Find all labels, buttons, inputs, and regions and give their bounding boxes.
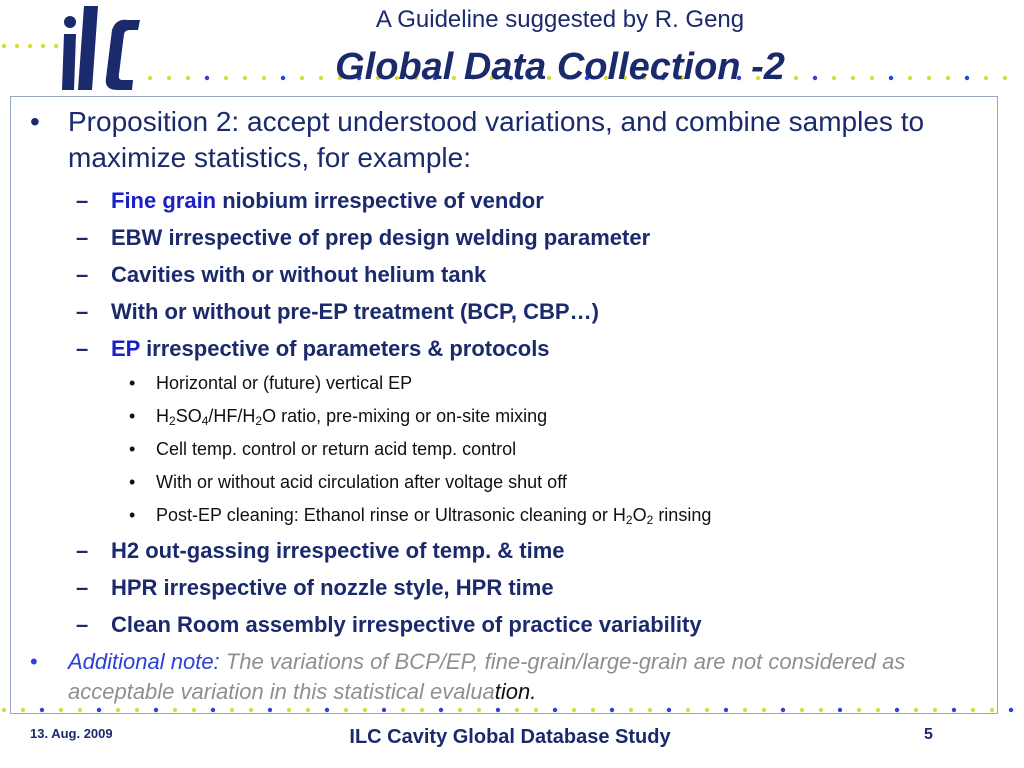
- decor-dot: [2, 44, 6, 48]
- sub-bullet-hpr: [30, 569, 990, 606]
- dash-marker: –: [76, 538, 89, 563]
- footer-title: ILC Cavity Global Database Study: [349, 726, 671, 748]
- sub-bullet-clean-room: [30, 606, 990, 643]
- slide-content: [30, 104, 990, 707]
- header-subtitle: A Guideline suggested by R. Geng: [375, 6, 745, 33]
- sub-bullet-text: EBW irrespective of prep design welding parameter: [111, 225, 651, 250]
- note-tail: tion.: [494, 679, 537, 704]
- bullet-dot: •: [129, 505, 136, 525]
- ilc-logo-icon: [58, 2, 144, 94]
- dash-marker: –: [76, 336, 89, 361]
- note-label: Additional note:: [68, 649, 220, 674]
- dash-marker: –: [76, 612, 89, 637]
- ep-item-acid-ratio: [30, 400, 990, 433]
- highlight-ep: EP: [111, 336, 140, 361]
- main-bullet-text: Proposition 2: accept understood variations, and combine samples to maximize statistics, for example:: [68, 106, 925, 173]
- highlight-fine-grain: Fine grain: [111, 188, 217, 213]
- sub-bullet-text: HPR irrespective of nozzle style, HPR time: [111, 575, 554, 600]
- page-title: Global Data Collection -2: [335, 46, 785, 88]
- decor-dot: [1003, 76, 1007, 80]
- dash-marker: –: [76, 262, 89, 287]
- decor-dot: [984, 76, 988, 80]
- ep-item-horizontal: [30, 367, 990, 400]
- sub-bullet-pre-ep: [30, 293, 990, 330]
- dash-marker: –: [76, 225, 89, 250]
- bullet-dot: •: [129, 439, 136, 459]
- ep-item-text: Cell temp. control or return acid temp. control: [156, 439, 517, 459]
- dash-marker: –: [76, 299, 89, 324]
- page-number: 5: [924, 726, 933, 743]
- main-bullet: [30, 104, 990, 176]
- additional-note: [30, 647, 990, 707]
- decor-dot: [41, 44, 45, 48]
- ep-item-temp-control: [30, 433, 990, 466]
- decor-dot: [148, 76, 152, 80]
- sub-bullet-text: H2 out-gassing irrespective of temp. & time: [111, 538, 565, 563]
- bullet-dot: •: [129, 406, 136, 426]
- decor-dot: [965, 76, 969, 80]
- sub-bullet-h2-outgassing: [30, 532, 990, 569]
- sub-bullet-text: irrespective of parameters & protocols: [139, 336, 550, 361]
- decor-dot: [186, 76, 190, 80]
- decor-dot: [167, 76, 171, 80]
- sub-bullet-fine-grain: [30, 182, 990, 219]
- ep-item-post-ep-cleaning: [30, 499, 990, 532]
- sub-bullet-ebw: [30, 219, 990, 256]
- decor-dot: [28, 44, 32, 48]
- sub-bullet-text: niobium irrespective of vendor: [216, 188, 544, 213]
- sub-bullet-helium-tank: [30, 256, 990, 293]
- dash-marker: –: [76, 188, 89, 213]
- decor-dot: [946, 76, 950, 80]
- decor-dot: [927, 76, 931, 80]
- ep-item-text: With or without acid circulation after voltage shut off: [156, 472, 567, 492]
- note-text: The variations of BCP/EP, fine-grain/large-grain are not considered as acceptable variation in this statistical evalua: [68, 649, 906, 704]
- footer-date: 13. Aug. 2009: [30, 726, 113, 741]
- note-bullet-dot: •: [30, 649, 38, 674]
- ep-item-text: $H_2SO_4/HF/H_2O$ ratio, pre-mixing or on-site mixing: [156, 406, 548, 428]
- ep-item-text: Post-EP cleaning: Ethanol rinse or Ultrasonic cleaning or $H_2O_2$ rinsing: [156, 505, 712, 527]
- decor-dot: [15, 44, 19, 48]
- sub-bullet-text: Clean Room assembly irrespective of practice variability: [111, 612, 702, 637]
- bullet-dot: •: [129, 472, 136, 492]
- sub-bullet-ep: [30, 330, 990, 367]
- dash-marker: –: [76, 575, 89, 600]
- ep-item-text: Horizontal or (future) vertical EP: [156, 373, 413, 393]
- sub-bullet-text: With or without pre-EP treatment (BCP, CBP…): [111, 299, 599, 324]
- ep-item-acid-circulation: [30, 466, 990, 499]
- decor-dot: [2, 708, 6, 712]
- bullet-dot: •: [129, 373, 136, 393]
- bullet-dot: •: [30, 106, 40, 137]
- decor-dot: [1009, 708, 1013, 712]
- sub-bullet-text: Cavities with or without helium tank: [111, 262, 487, 287]
